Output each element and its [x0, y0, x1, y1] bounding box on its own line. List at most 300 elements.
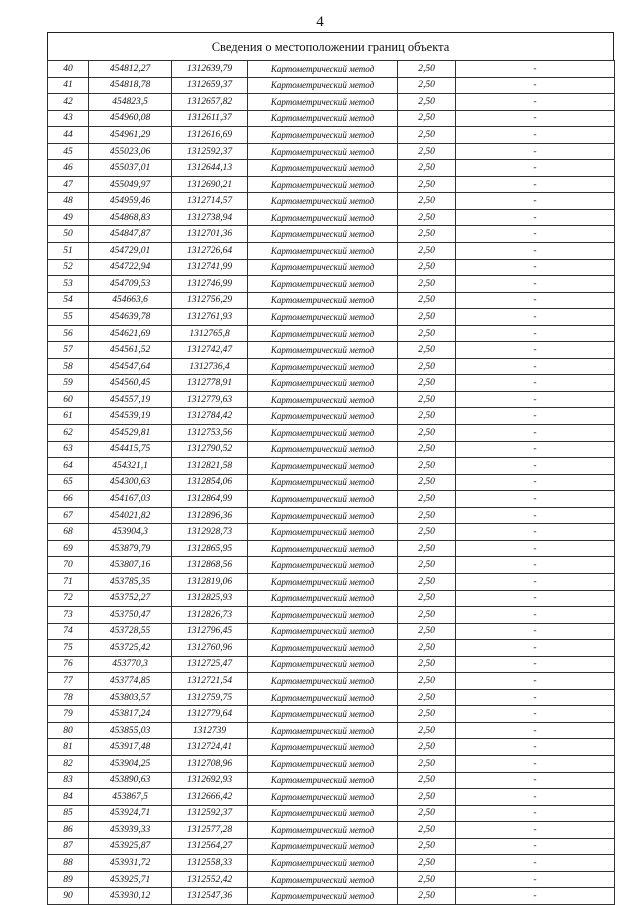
- x-coordinate-cell: 454560,45: [89, 375, 172, 392]
- table-row: [48, 458, 615, 475]
- method-cell: Картометрический метод: [248, 507, 398, 524]
- x-coordinate-cell: 453728,55: [89, 623, 172, 640]
- point-number-cell: 70: [48, 557, 89, 574]
- y-coordinate-cell: 1312865,95: [172, 540, 248, 557]
- point-number-cell: 90: [48, 888, 89, 905]
- method-cell: Картометрический метод: [248, 160, 398, 177]
- method-cell: Картометрический метод: [248, 474, 398, 491]
- x-coordinate-cell: 453925,71: [89, 871, 172, 888]
- x-coordinate-cell: 454321,1: [89, 458, 172, 475]
- x-coordinate-cell: 453750,47: [89, 607, 172, 624]
- method-cell: Картометрический метод: [248, 342, 398, 359]
- description-cell: -: [456, 474, 615, 491]
- x-coordinate-cell: 453879,79: [89, 540, 172, 557]
- method-cell: Картометрический метод: [248, 491, 398, 508]
- point-number-cell: 87: [48, 838, 89, 855]
- x-coordinate-cell: 454818,78: [89, 77, 172, 94]
- y-coordinate-cell: 1312778,91: [172, 375, 248, 392]
- x-coordinate-cell: 454812,27: [89, 61, 172, 78]
- table-row: [48, 375, 615, 392]
- y-coordinate-cell: 1312657,82: [172, 94, 248, 111]
- description-cell: -: [456, 342, 615, 359]
- description-cell: -: [456, 408, 615, 425]
- accuracy-cell: 2,50: [398, 458, 456, 475]
- table-row: [48, 739, 615, 756]
- y-coordinate-cell: 1312756,29: [172, 292, 248, 309]
- x-coordinate-cell: 454722,94: [89, 259, 172, 276]
- y-coordinate-cell: 1312928,73: [172, 524, 248, 541]
- y-coordinate-cell: 1312779,64: [172, 706, 248, 723]
- table-row: [48, 822, 615, 839]
- accuracy-cell: 2,50: [398, 524, 456, 541]
- y-coordinate-cell: 1312819,06: [172, 573, 248, 590]
- accuracy-cell: 2,50: [398, 226, 456, 243]
- y-coordinate-cell: 1312896,36: [172, 507, 248, 524]
- x-coordinate-cell: 454868,83: [89, 209, 172, 226]
- table-row: [48, 722, 615, 739]
- description-cell: -: [456, 143, 615, 160]
- description-cell: -: [456, 292, 615, 309]
- x-coordinate-cell: 454961,29: [89, 127, 172, 144]
- point-number-cell: 86: [48, 822, 89, 839]
- point-number-cell: 61: [48, 408, 89, 425]
- method-cell: Картометрический метод: [248, 309, 398, 326]
- point-number-cell: 53: [48, 276, 89, 293]
- accuracy-cell: 2,50: [398, 491, 456, 508]
- x-coordinate-cell: 453939,33: [89, 822, 172, 839]
- accuracy-cell: 2,50: [398, 259, 456, 276]
- description-cell: -: [456, 325, 615, 342]
- method-cell: Картометрический метод: [248, 871, 398, 888]
- method-cell: Картометрический метод: [248, 77, 398, 94]
- accuracy-cell: 2,50: [398, 209, 456, 226]
- point-number-cell: 56: [48, 325, 89, 342]
- accuracy-cell: 2,50: [398, 623, 456, 640]
- description-cell: -: [456, 441, 615, 458]
- point-number-cell: 75: [48, 640, 89, 657]
- accuracy-cell: 2,50: [398, 441, 456, 458]
- point-number-cell: 81: [48, 739, 89, 756]
- table-row: [48, 276, 615, 293]
- accuracy-cell: 2,50: [398, 706, 456, 723]
- point-number-cell: 50: [48, 226, 89, 243]
- description-cell: -: [456, 524, 615, 541]
- point-number-cell: 80: [48, 722, 89, 739]
- x-coordinate-cell: 453917,48: [89, 739, 172, 756]
- table-row: [48, 573, 615, 590]
- x-coordinate-cell: 454729,01: [89, 243, 172, 260]
- description-cell: -: [456, 425, 615, 442]
- table-row: [48, 342, 615, 359]
- y-coordinate-cell: 1312779,63: [172, 391, 248, 408]
- point-number-cell: 88: [48, 855, 89, 872]
- method-cell: Картометрический метод: [248, 838, 398, 855]
- description-cell: -: [456, 391, 615, 408]
- table-row: [48, 805, 615, 822]
- method-cell: Картометрический метод: [248, 722, 398, 739]
- description-cell: -: [456, 491, 615, 508]
- y-coordinate-cell: 1312741,99: [172, 259, 248, 276]
- table-row: [48, 209, 615, 226]
- y-coordinate-cell: 1312790,52: [172, 441, 248, 458]
- coordinates-table: [47, 60, 615, 905]
- accuracy-cell: 2,50: [398, 193, 456, 210]
- point-number-cell: 40: [48, 61, 89, 78]
- x-coordinate-cell: 454167,03: [89, 491, 172, 508]
- method-cell: Картометрический метод: [248, 61, 398, 78]
- accuracy-cell: 2,50: [398, 557, 456, 574]
- x-coordinate-cell: 453904,25: [89, 755, 172, 772]
- description-cell: -: [456, 656, 615, 673]
- y-coordinate-cell: 1312659,37: [172, 77, 248, 94]
- accuracy-cell: 2,50: [398, 789, 456, 806]
- accuracy-cell: 2,50: [398, 755, 456, 772]
- y-coordinate-cell: 1312784,42: [172, 408, 248, 425]
- y-coordinate-cell: 1312639,79: [172, 61, 248, 78]
- accuracy-cell: 2,50: [398, 425, 456, 442]
- description-cell: -: [456, 309, 615, 326]
- description-cell: -: [456, 789, 615, 806]
- x-coordinate-cell: 454621,69: [89, 325, 172, 342]
- method-cell: Картометрический метод: [248, 755, 398, 772]
- method-cell: Картометрический метод: [248, 425, 398, 442]
- method-cell: Картометрический метод: [248, 243, 398, 260]
- description-cell: -: [456, 838, 615, 855]
- y-coordinate-cell: 1312611,37: [172, 110, 248, 127]
- x-coordinate-cell: 453924,71: [89, 805, 172, 822]
- table-row: [48, 507, 615, 524]
- point-number-cell: 57: [48, 342, 89, 359]
- x-coordinate-cell: 454823,5: [89, 94, 172, 111]
- accuracy-cell: 2,50: [398, 325, 456, 342]
- point-number-cell: 77: [48, 673, 89, 690]
- description-cell: -: [456, 276, 615, 293]
- method-cell: Картометрический метод: [248, 822, 398, 839]
- y-coordinate-cell: 1312577,28: [172, 822, 248, 839]
- x-coordinate-cell: 453904,3: [89, 524, 172, 541]
- method-cell: Картометрический метод: [248, 94, 398, 111]
- x-coordinate-cell: 453931,72: [89, 855, 172, 872]
- accuracy-cell: 2,50: [398, 540, 456, 557]
- point-number-cell: 52: [48, 259, 89, 276]
- point-number-cell: 71: [48, 573, 89, 590]
- y-coordinate-cell: 1312592,37: [172, 143, 248, 160]
- x-coordinate-cell: 454557,19: [89, 391, 172, 408]
- method-cell: Картометрический метод: [248, 888, 398, 905]
- table-row: [48, 689, 615, 706]
- table-row: [48, 888, 615, 905]
- accuracy-cell: 2,50: [398, 871, 456, 888]
- description-cell: -: [456, 689, 615, 706]
- method-cell: Картометрический метод: [248, 706, 398, 723]
- y-coordinate-cell: 1312826,73: [172, 607, 248, 624]
- description-cell: -: [456, 640, 615, 657]
- point-number-cell: 76: [48, 656, 89, 673]
- table-row: [48, 226, 615, 243]
- table-row: [48, 491, 615, 508]
- point-number-cell: 58: [48, 358, 89, 375]
- description-cell: -: [456, 94, 615, 111]
- description-cell: -: [456, 673, 615, 690]
- x-coordinate-cell: 454960,08: [89, 110, 172, 127]
- point-number-cell: 67: [48, 507, 89, 524]
- description-cell: -: [456, 623, 615, 640]
- method-cell: Картометрический метод: [248, 739, 398, 756]
- table-row: [48, 425, 615, 442]
- y-coordinate-cell: 1312714,57: [172, 193, 248, 210]
- point-number-cell: 55: [48, 309, 89, 326]
- x-coordinate-cell: 453752,27: [89, 590, 172, 607]
- method-cell: Картометрический метод: [248, 623, 398, 640]
- accuracy-cell: 2,50: [398, 94, 456, 111]
- table-row: [48, 176, 615, 193]
- y-coordinate-cell: 1312564,27: [172, 838, 248, 855]
- accuracy-cell: 2,50: [398, 888, 456, 905]
- point-number-cell: 42: [48, 94, 89, 111]
- description-cell: -: [456, 193, 615, 210]
- method-cell: Картометрический метод: [248, 259, 398, 276]
- description-cell: -: [456, 226, 615, 243]
- description-cell: -: [456, 772, 615, 789]
- accuracy-cell: 2,50: [398, 342, 456, 359]
- method-cell: Картометрический метод: [248, 689, 398, 706]
- description-cell: -: [456, 822, 615, 839]
- accuracy-cell: 2,50: [398, 855, 456, 872]
- y-coordinate-cell: 1312558,33: [172, 855, 248, 872]
- y-coordinate-cell: 1312753,56: [172, 425, 248, 442]
- table-row: [48, 607, 615, 624]
- accuracy-cell: 2,50: [398, 689, 456, 706]
- table-row: [48, 94, 615, 111]
- y-coordinate-cell: 1312552,42: [172, 871, 248, 888]
- method-cell: Картометрический метод: [248, 805, 398, 822]
- x-coordinate-cell: 453807,16: [89, 557, 172, 574]
- table-row: [48, 755, 615, 772]
- table-row: [48, 838, 615, 855]
- table-row: [48, 640, 615, 657]
- point-number-cell: 68: [48, 524, 89, 541]
- table-row: [48, 590, 615, 607]
- description-cell: -: [456, 507, 615, 524]
- point-number-cell: 41: [48, 77, 89, 94]
- point-number-cell: 46: [48, 160, 89, 177]
- accuracy-cell: 2,50: [398, 160, 456, 177]
- accuracy-cell: 2,50: [398, 309, 456, 326]
- point-number-cell: 62: [48, 425, 89, 442]
- table-row: [48, 789, 615, 806]
- point-number-cell: 83: [48, 772, 89, 789]
- accuracy-cell: 2,50: [398, 276, 456, 293]
- y-coordinate-cell: 1312721,54: [172, 673, 248, 690]
- accuracy-cell: 2,50: [398, 110, 456, 127]
- x-coordinate-cell: 455037,01: [89, 160, 172, 177]
- x-coordinate-cell: 454547,64: [89, 358, 172, 375]
- description-cell: -: [456, 375, 615, 392]
- method-cell: Картометрический метод: [248, 358, 398, 375]
- point-number-cell: 74: [48, 623, 89, 640]
- point-number-cell: 51: [48, 243, 89, 260]
- y-coordinate-cell: 1312736,4: [172, 358, 248, 375]
- y-coordinate-cell: 1312796,45: [172, 623, 248, 640]
- y-coordinate-cell: 1312746,99: [172, 276, 248, 293]
- x-coordinate-cell: 454847,87: [89, 226, 172, 243]
- point-number-cell: 78: [48, 689, 89, 706]
- method-cell: Картометрический метод: [248, 557, 398, 574]
- y-coordinate-cell: 1312708,96: [172, 755, 248, 772]
- y-coordinate-cell: 1312690,21: [172, 176, 248, 193]
- x-coordinate-cell: 453770,3: [89, 656, 172, 673]
- description-cell: -: [456, 855, 615, 872]
- accuracy-cell: 2,50: [398, 176, 456, 193]
- x-coordinate-cell: 453725,42: [89, 640, 172, 657]
- table-row: [48, 871, 615, 888]
- table-row: [48, 358, 615, 375]
- x-coordinate-cell: 454529,81: [89, 425, 172, 442]
- x-coordinate-cell: 454709,53: [89, 276, 172, 293]
- y-coordinate-cell: 1312760,96: [172, 640, 248, 657]
- table-row: [48, 160, 615, 177]
- method-cell: Картометрический метод: [248, 276, 398, 293]
- table-row: [48, 673, 615, 690]
- method-cell: Картометрический метод: [248, 375, 398, 392]
- y-coordinate-cell: 1312761,93: [172, 309, 248, 326]
- method-cell: Картометрический метод: [248, 193, 398, 210]
- x-coordinate-cell: 454639,78: [89, 309, 172, 326]
- point-number-cell: 59: [48, 375, 89, 392]
- method-cell: Картометрический метод: [248, 656, 398, 673]
- table-body: [48, 61, 615, 905]
- method-cell: Картометрический метод: [248, 127, 398, 144]
- x-coordinate-cell: 453925,87: [89, 838, 172, 855]
- description-cell: -: [456, 176, 615, 193]
- table-row: [48, 143, 615, 160]
- accuracy-cell: 2,50: [398, 507, 456, 524]
- y-coordinate-cell: 1312644,13: [172, 160, 248, 177]
- description-cell: -: [456, 755, 615, 772]
- method-cell: Картометрический метод: [248, 590, 398, 607]
- y-coordinate-cell: 1312821,58: [172, 458, 248, 475]
- table-row: [48, 524, 615, 541]
- x-coordinate-cell: 454663,6: [89, 292, 172, 309]
- y-coordinate-cell: 1312592,37: [172, 805, 248, 822]
- table-row: [48, 61, 615, 78]
- table-row: [48, 259, 615, 276]
- description-cell: -: [456, 739, 615, 756]
- description-cell: -: [456, 77, 615, 94]
- point-number-cell: 69: [48, 540, 89, 557]
- accuracy-cell: 2,50: [398, 722, 456, 739]
- method-cell: Картометрический метод: [248, 408, 398, 425]
- accuracy-cell: 2,50: [398, 673, 456, 690]
- y-coordinate-cell: 1312692,93: [172, 772, 248, 789]
- description-cell: -: [456, 110, 615, 127]
- description-cell: -: [456, 61, 615, 78]
- x-coordinate-cell: 454415,75: [89, 441, 172, 458]
- table-row: [48, 441, 615, 458]
- y-coordinate-cell: 1312701,36: [172, 226, 248, 243]
- y-coordinate-cell: 1312666,42: [172, 789, 248, 806]
- accuracy-cell: 2,50: [398, 607, 456, 624]
- point-number-cell: 82: [48, 755, 89, 772]
- x-coordinate-cell: 453785,35: [89, 573, 172, 590]
- table-row: [48, 408, 615, 425]
- description-cell: -: [456, 259, 615, 276]
- point-number-cell: 60: [48, 391, 89, 408]
- method-cell: Картометрический метод: [248, 772, 398, 789]
- description-cell: -: [456, 540, 615, 557]
- table-row: [48, 557, 615, 574]
- description-cell: -: [456, 722, 615, 739]
- method-cell: Картометрический метод: [248, 292, 398, 309]
- accuracy-cell: 2,50: [398, 772, 456, 789]
- method-cell: Картометрический метод: [248, 673, 398, 690]
- x-coordinate-cell: 453867,5: [89, 789, 172, 806]
- y-coordinate-cell: 1312724,41: [172, 739, 248, 756]
- accuracy-cell: 2,50: [398, 391, 456, 408]
- table-title: Сведения о местоположении границ объекта: [47, 32, 614, 60]
- point-number-cell: 49: [48, 209, 89, 226]
- accuracy-cell: 2,50: [398, 292, 456, 309]
- x-coordinate-cell: 454300,63: [89, 474, 172, 491]
- x-coordinate-cell: 454561,52: [89, 342, 172, 359]
- method-cell: Картометрический метод: [248, 573, 398, 590]
- y-coordinate-cell: 1312739: [172, 722, 248, 739]
- y-coordinate-cell: 1312547,36: [172, 888, 248, 905]
- x-coordinate-cell: 454021,82: [89, 507, 172, 524]
- accuracy-cell: 2,50: [398, 739, 456, 756]
- point-number-cell: 84: [48, 789, 89, 806]
- description-cell: -: [456, 209, 615, 226]
- table-row: [48, 772, 615, 789]
- page-number: 4: [316, 14, 324, 30]
- table-row: [48, 706, 615, 723]
- point-number-cell: 48: [48, 193, 89, 210]
- description-cell: -: [456, 458, 615, 475]
- y-coordinate-cell: 1312864,99: [172, 491, 248, 508]
- method-cell: Картометрический метод: [248, 441, 398, 458]
- point-number-cell: 43: [48, 110, 89, 127]
- description-cell: -: [456, 607, 615, 624]
- description-cell: -: [456, 590, 615, 607]
- point-number-cell: 85: [48, 805, 89, 822]
- description-cell: -: [456, 160, 615, 177]
- point-number-cell: 47: [48, 176, 89, 193]
- y-coordinate-cell: 1312738,94: [172, 209, 248, 226]
- y-coordinate-cell: 1312765,8: [172, 325, 248, 342]
- accuracy-cell: 2,50: [398, 590, 456, 607]
- accuracy-cell: 2,50: [398, 143, 456, 160]
- accuracy-cell: 2,50: [398, 375, 456, 392]
- y-coordinate-cell: 1312825,93: [172, 590, 248, 607]
- method-cell: Картометрический метод: [248, 143, 398, 160]
- x-coordinate-cell: 453930,12: [89, 888, 172, 905]
- point-number-cell: 63: [48, 441, 89, 458]
- x-coordinate-cell: 455023,06: [89, 143, 172, 160]
- point-number-cell: 54: [48, 292, 89, 309]
- x-coordinate-cell: 454539,19: [89, 408, 172, 425]
- method-cell: Картометрический метод: [248, 209, 398, 226]
- method-cell: Картометрический метод: [248, 540, 398, 557]
- accuracy-cell: 2,50: [398, 573, 456, 590]
- point-number-cell: 73: [48, 607, 89, 624]
- accuracy-cell: 2,50: [398, 77, 456, 94]
- table-row: [48, 77, 615, 94]
- table-row: [48, 292, 615, 309]
- x-coordinate-cell: 453890,63: [89, 772, 172, 789]
- method-cell: Картометрический метод: [248, 789, 398, 806]
- table-row: [48, 127, 615, 144]
- method-cell: Картометрический метод: [248, 226, 398, 243]
